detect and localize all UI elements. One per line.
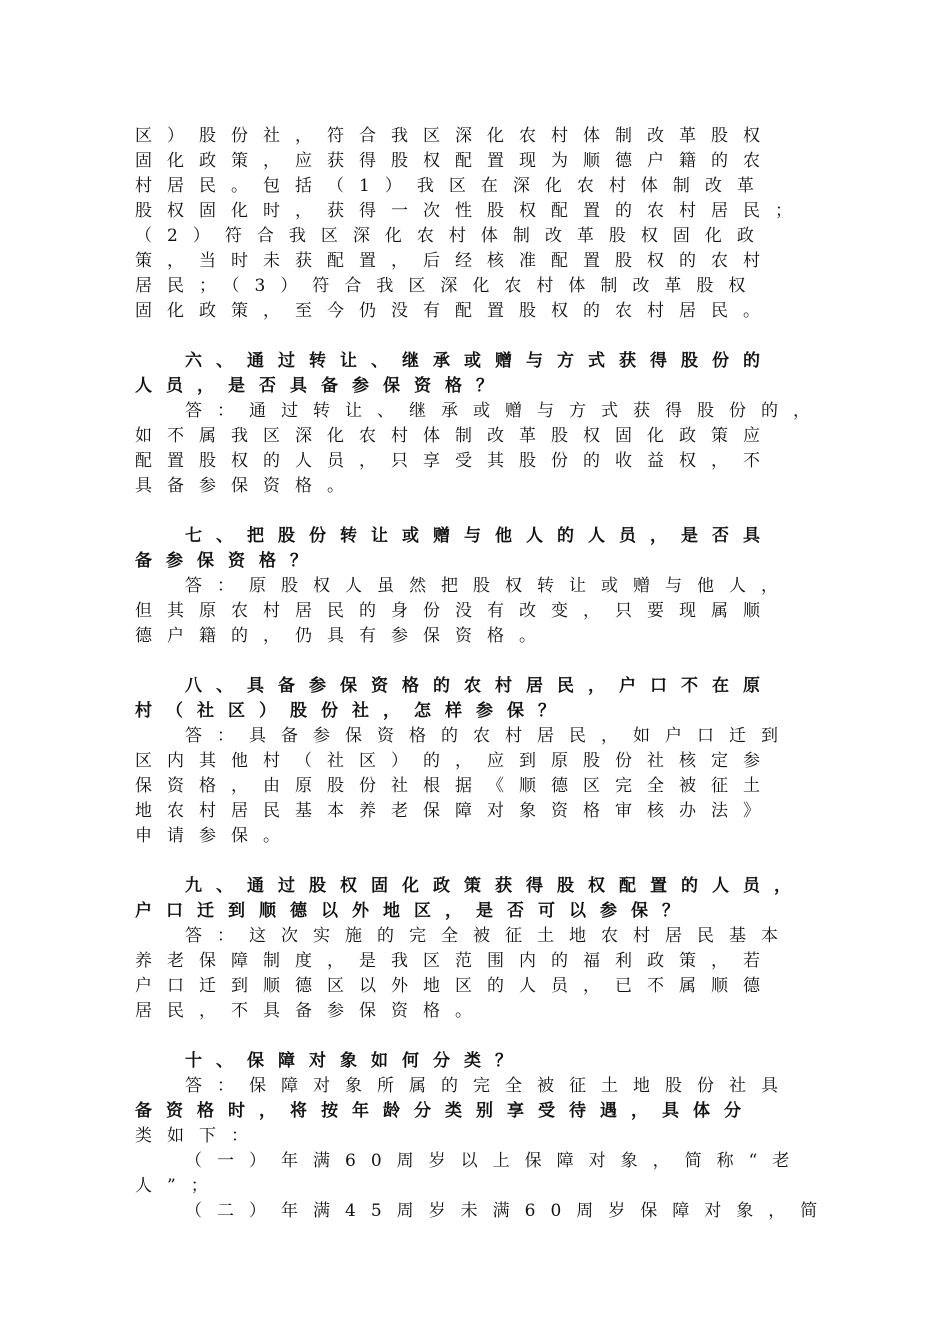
text-line: 固化政策，至今仍没有配置股权的农村居民。 bbox=[135, 301, 775, 321]
text-line: （2）符合我区深化农村体制改革股权固化政 bbox=[135, 226, 769, 246]
answer-line: 申请参保。 bbox=[135, 826, 295, 846]
text-line: 区）股份社，符合我区深化农村体制改革股权 bbox=[135, 126, 775, 146]
answer-line: 答：通过转让、继承或赠与方式获得股份的， bbox=[185, 401, 825, 421]
text-line: 村居民。包括（1）我区在深化农村体制改革 bbox=[135, 176, 769, 196]
answer-line: 德户籍的，仍具有参保资格。 bbox=[135, 626, 551, 646]
answer-line: （一）年满60周岁以上保障对象，简称“老 bbox=[185, 1151, 805, 1171]
text-line: 策，当时未获配置，后经核准配置股权的农村 bbox=[135, 251, 775, 271]
answer-line: 保资格，由原股份社根据《顺德区完全被征土 bbox=[135, 776, 775, 796]
answer-line: 如不属我区深化农村体制改革股权固化政策应 bbox=[135, 426, 775, 446]
answer-line: （二）年满45周岁未满60周岁保障对象，简 bbox=[185, 1201, 833, 1221]
text-line: 居民；（3）符合我区深化农村体制改革股权 bbox=[135, 276, 761, 296]
answer-line: 地农村居民基本养老保障对象资格审核办法》 bbox=[135, 801, 775, 821]
answer-line: 答：具备参保资格的农村居民，如户口迁到 bbox=[185, 726, 793, 746]
question-heading: 备参保资格？ bbox=[135, 551, 321, 571]
answer-line: 答：保障对象所属的完全被征土地股份社具 bbox=[185, 1076, 793, 1096]
question-heading: 村（社区）股份社，怎样参保？ bbox=[135, 701, 569, 721]
answer-line: 养老保障制度，是我区范围内的福利政策，若 bbox=[135, 951, 775, 971]
question-heading: 人员，是否具备参保资格？ bbox=[135, 376, 507, 396]
answer-line: 答：原股权人虽然把股权转让或赠与他人， bbox=[185, 576, 793, 596]
answer-line: 但其原农村居民的身份没有改变，只要现属顺 bbox=[135, 601, 775, 621]
answer-line: 类如下： bbox=[135, 1126, 263, 1146]
question-heading: 十、保障对象如何分类？ bbox=[185, 1051, 526, 1071]
text-line: 股权固化时，获得一次性股权配置的农村居民； bbox=[135, 201, 807, 221]
question-heading: 户口迁到顺德以外地区，是否可以参保？ bbox=[135, 901, 693, 921]
question-heading: 八、具备参保资格的农村居民，户口不在原 bbox=[185, 676, 774, 696]
answer-line: 答：这次实施的完全被征土地农村居民基本 bbox=[185, 926, 793, 946]
answer-line: 人”； bbox=[135, 1176, 223, 1196]
answer-line: 备资格时，将按年龄分类别享受待遇，具体分 bbox=[135, 1101, 755, 1121]
answer-line: 区内其他村（社区）的，应到原股份社核定参 bbox=[135, 751, 775, 771]
question-heading: 九、通过股权固化政策获得股权配置的人员， bbox=[185, 876, 805, 896]
answer-line: 户口迁到顺德区以外地区的人员，已不属顺德 bbox=[135, 976, 775, 996]
answer-line: 居民，不具备参保资格。 bbox=[135, 1001, 487, 1021]
answer-line: 具备参保资格。 bbox=[135, 476, 359, 496]
question-heading: 七、把股份转让或赠与他人的人员，是否具 bbox=[185, 526, 774, 546]
answer-line: 配置股权的人员，只享受其股份的收益权，不 bbox=[135, 451, 775, 471]
question-heading: 六、通过转让、继承或赠与方式获得股份的 bbox=[185, 351, 774, 371]
text-line: 固化政策，应获得股权配置现为顺德户籍的农 bbox=[135, 151, 775, 171]
